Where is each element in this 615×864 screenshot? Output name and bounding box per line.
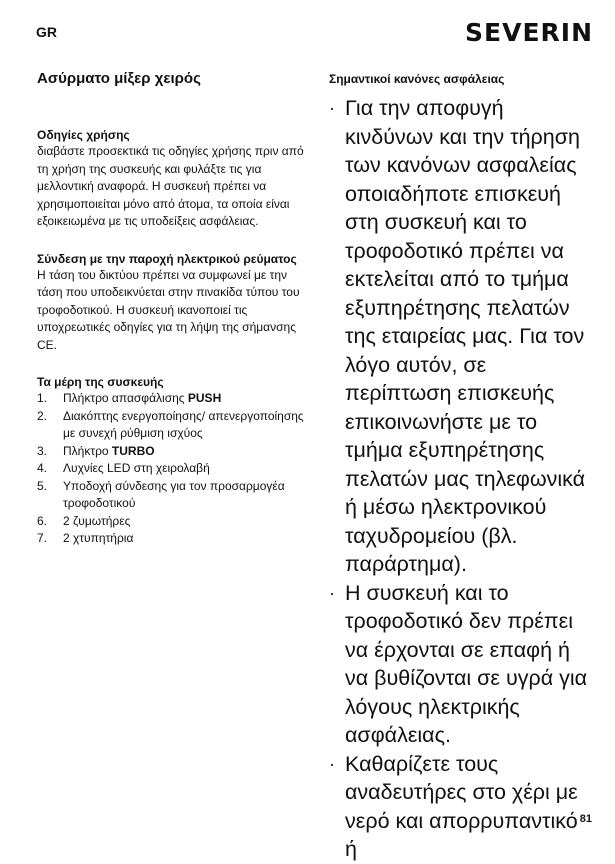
- item-text: Υποδοχή σύνδεσης για τον προσαρμογέα τροφοδοτικού: [63, 478, 285, 510]
- safety-bullet: [329, 579, 589, 750]
- parts-list-item: [37, 513, 305, 531]
- item-number: 1.: [37, 391, 48, 405]
- bullet-dot: ·: [329, 582, 335, 603]
- parts-list-item: [37, 460, 305, 478]
- left-column: [37, 64, 305, 548]
- brand-logo: SEVERIN: [465, 18, 593, 47]
- safety-bullet: [329, 750, 589, 864]
- page-number: 81: [579, 813, 592, 825]
- item-text: 2 ζυμωτήρες: [63, 513, 131, 528]
- item-text: Πλήκτρο TURBO: [63, 443, 155, 458]
- bullet-dot: ·: [329, 753, 335, 774]
- instructions-heading: Οδηγίες χρήσης: [37, 128, 130, 142]
- bullet-text: Καθαρίζετε τους αναδευτήρες στο χέρι με νερό και απορρυπαντικό ή: [345, 751, 578, 861]
- right-column: [329, 72, 589, 864]
- document-title: Ασύρματο μίξερ χειρός: [37, 70, 201, 87]
- safety-heading: Σημαντικοί κανόνες ασφάλειας: [329, 72, 505, 86]
- power-heading: Σύνδεση με την παροχή ηλεκτρικού ρεύματος: [37, 251, 297, 266]
- item-number: 2.: [37, 408, 48, 423]
- item-number: 4.: [37, 461, 48, 475]
- parts-heading: Τα μέρη της συσκευής: [37, 375, 164, 389]
- item-number: 6.: [37, 513, 48, 528]
- power-section: [37, 251, 305, 355]
- bullet-dot: ·: [329, 98, 335, 118]
- item-number: 7.: [37, 531, 48, 545]
- item-text: Πλήκτρο απασφάλισης PUSH: [63, 391, 222, 405]
- language-code: GR: [36, 24, 57, 40]
- item-number: 3.: [37, 443, 48, 458]
- parts-list-item: [37, 443, 305, 461]
- bullet-text: Η συσκευή και το τροφοδοτικό δεν πρέπει να έρχονται σε επαφή ή να βυθίζονται σε υγρά για λόγους ηλεκτρικής ασφάλειας.: [345, 580, 588, 747]
- instructions-section: [37, 127, 305, 231]
- item-bold-label: PUSH: [187, 391, 222, 405]
- parts-section: [37, 374, 305, 548]
- parts-list-item: [37, 478, 305, 513]
- item-number: 5.: [37, 478, 48, 493]
- item-bold-label: TURBO: [111, 443, 155, 458]
- safety-bullet-list: [329, 94, 589, 864]
- item-text: Διακόπτης ενεργοποίησης/ απενεργοποίησης με συνεχή ρύθμιση ισχύος: [63, 408, 304, 440]
- instructions-text: διαβάστε προσεκτικά τις οδηγίες χρήσης πριν από τη χρήση της συσκευής και φυλάξτε τις για μελλοντική αναφορά. Η συσκευή πρέπει να χρησιμοποιείται μόνο από άτομα, τα οποία είναι εξοικειωμένα με τις υποδείξεις ασφάλειας.: [37, 144, 304, 228]
- power-text: Η τάση του δικτύου πρέπει να συμφωνεί με την τάση που υποδεικνύεται στην πινακίδα τύπου του τροφοδοτικού. Η συσκευή ικανοποιεί τις υποχρεωτικές οδηγίες για τη λήψη της σήμανσης CE.: [37, 267, 300, 352]
- item-text: Λυχνίες LED στη χειρολαβή: [63, 461, 210, 475]
- parts-list-item: [37, 530, 305, 548]
- safety-bullet: [329, 94, 589, 579]
- parts-list: [37, 390, 305, 548]
- parts-list-item: [37, 408, 305, 443]
- item-text: 2 χτυπητήρια: [63, 531, 134, 545]
- parts-list-item: [37, 390, 305, 408]
- bullet-text: Για την αποφυγή κινδύνων και την τήρηση των κανόνων ασφαλείας οποιαδήποτε επισκευή στη συσκευή και το τροφοδοτικό πρέπει να εκτελείται από το τμήμα εξυπηρέτησης πελατών της εταιρείας μας. Για τον λόγο αυτόν, σε περίπτωση επισκευής επικοινωνήστε με το τμήμα εξυπηρέτησης πελατών μας τηλεφωνικά ή μέσω ηλεκτρονικού ταχυδρομείου (βλ. παράρτημα).: [345, 96, 586, 576]
